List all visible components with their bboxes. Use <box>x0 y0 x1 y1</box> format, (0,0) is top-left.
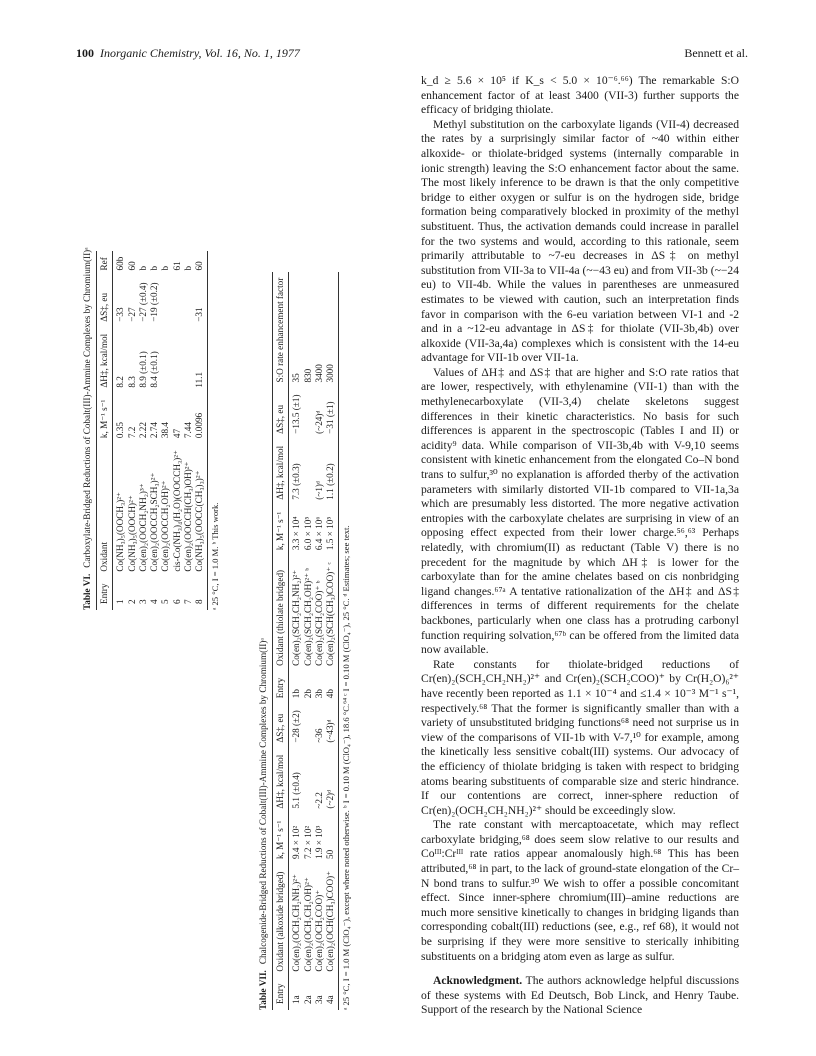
table-vi-cell: Co(en)₂(OOCCH₂SCH₃)²⁺ <box>149 472 160 572</box>
table-vii-cell: 1.1 (±0.2) <box>325 440 339 506</box>
table-vii-grid <box>272 272 339 1010</box>
table-vi-cell: 2.22 <box>137 422 148 439</box>
table-row <box>160 251 171 610</box>
table-vi-cell: 60 <box>126 261 137 271</box>
table-vii-column-header: Oxidant (thiolate bridged) <box>273 556 289 672</box>
page-header <box>76 46 748 64</box>
table-vii-cell: Co(en)₂(OCH(CH₃)COO)⁺ <box>325 865 339 978</box>
table-vii-cell: ~36 <box>313 728 324 743</box>
table-vii-cell: 7.2 × 10² <box>302 825 313 859</box>
table-vii <box>258 277 352 1010</box>
table-vi-column-header: ΔH‡, kcal/mol <box>97 328 113 394</box>
table-vi-cell <box>183 276 194 327</box>
table-vi-cell: −31 <box>194 276 208 327</box>
table-vii-cell: 1b <box>291 689 302 699</box>
table-row <box>303 272 314 1010</box>
table-vi-cell: 2.74 <box>149 422 160 439</box>
table-row <box>314 272 325 1010</box>
table-vi-column-header: ΔS‡, eu <box>97 276 113 327</box>
table-vi-cell: Co(NH₃)₅(OOCH)²⁺ <box>126 495 137 572</box>
table-vii-column-header: Entry <box>273 672 289 704</box>
table-vii-cell: Co(en)₂(SCH₂CH₂OH)²⁺ ᵇ <box>302 567 313 666</box>
table-vii-cell: 9.4 × 10² <box>291 825 302 859</box>
table-vii-cell: (~2)ᵈ <box>325 749 339 815</box>
table-vii-footnote: ᵃ 25 °C, I = 1.0 M (ClO₄⁻), except where noted otherwise. ᵇ I = 0.10 M (ClO₄⁻), 18.6 °C.⁶⁴ ᶜ I = 0.10 M (ClO₄⁻), 25 °C. ᵈ Estimates; see text. <box>341 525 352 1010</box>
table-vii-label: Table VII. <box>258 970 268 1010</box>
table-vii-cell: −28 (±2) <box>291 710 302 743</box>
table-vi-cell: 7.44 <box>182 422 193 439</box>
table-vii-column-header: ΔH‡, kcal/mol <box>273 749 289 815</box>
table-vi-cell: 6 <box>171 599 182 604</box>
table-vii-cell: 7.3 (±0.3) <box>291 463 302 500</box>
table-vi-cell: 8.9 (±0.1) <box>137 351 148 388</box>
table-vii-cell: −13.5 (±1) <box>291 394 302 434</box>
table-vi-cell <box>172 276 183 327</box>
table-vii-cell <box>303 389 314 440</box>
body-paragraph: Values of ΔH‡ and ΔS‡ that are higher and S:O rate ratios that are lower, respectively, with ethylenamine (VII-1) than with the methylenecarboxylate (VII-3,4) chelate skeletons suggest differences in their kinetic characteristics. No basis for such differences is apparent in the spectroscopic (Tables I and II) or acidity⁹ data. While comparison of VII-3b,4b with V-9,10 seems consistent with kinetic enhancement from the elongated Co–N bond trans to sulfur,³⁰ no explanation is afforded therby of the activation parameters with similarly distorted VII-1b compared to VII-1a,3a which are presumably less distorted. The more negative activation entropies with the carboxylate chelates are surprising in view of an opposing effect expected from their lower charge.⁵⁶,⁶³ Perhaps relatedly, with chromium(II) as reductant (Table V) there is no precedent for the magnitude by which ΔH‡ is lower for the carboxylate than for the amine chelates based on cis nonbridging ligand changes.⁶⁷ᵃ A tentative rationalization of the ΔH‡ and ΔS‡ differences in terms of different requirements for the chelate backbones, particularly when one class has a protruding carbonyl function requiring solvation,⁶⁷ᵇ can be offered from the limited data now available. <box>421 365 739 657</box>
table-vi-cell: 61 <box>171 261 182 271</box>
table-vi-cell <box>172 328 183 394</box>
table-vii-cell: Co(en)₂(SCH₂CH₂NH₂)²⁺ <box>291 569 302 666</box>
table-vii-cell: 3400 <box>313 364 324 383</box>
table-vi-footnote: ᵃ 25 °C, I = 1.0 M. ᵇ This work. <box>210 502 221 610</box>
table-vi-cell: 5 <box>160 599 171 604</box>
table-vii-cell <box>303 749 314 815</box>
table-vii-cell: 2b <box>302 689 313 699</box>
acknowledgment <box>421 974 739 1018</box>
body-text-column <box>421 74 739 1018</box>
table-vii-cell: Co(en)₂(OCH₂CH₂NH₂)²⁺ <box>291 874 302 972</box>
table-vii-cell: (~24)ᵈ <box>313 410 324 434</box>
table-vi <box>82 90 221 610</box>
table-vi-cell: 47 <box>171 428 182 439</box>
table-row <box>183 251 194 610</box>
table-vi-cell: 8.4 (±0.1) <box>149 351 160 388</box>
table-vii-cell: 6.0 × 10⁵ <box>302 516 313 551</box>
table-row <box>172 251 183 610</box>
table-vi-cell: 7.2 <box>126 426 137 439</box>
table-row <box>289 272 303 1010</box>
table-vii-cell: 3.3 × 10⁴ <box>291 516 302 551</box>
running-head <box>76 46 300 61</box>
table-vii-cell: 3000 <box>325 272 339 389</box>
table-vi-cell: b <box>160 265 171 271</box>
table-vi-cell: 11.1 <box>194 328 208 394</box>
table-row <box>149 251 160 610</box>
table-vi-cell: 38.4 <box>160 422 171 439</box>
table-vii-column-header: k, M⁻¹ s⁻¹ <box>273 506 289 556</box>
table-row <box>325 272 339 1010</box>
table-vi-cell: 4 <box>149 599 160 604</box>
table-vi-cell: 0.0096 <box>194 394 208 444</box>
table-vi-cell: 8.2 <box>115 376 126 388</box>
table-vi-cell: Co(en)₂(OOCH₂NH₂)³⁺ <box>137 483 148 572</box>
table-vi-column-header: Ref <box>97 251 113 277</box>
table-vii-cell: 4b <box>325 672 339 704</box>
table-vi-cell: 8.3 <box>126 376 137 388</box>
acknowledgment-text: The authors acknowledge helpful discussions of these systems with Ed Deutsch, Bob Linck, and Henry Taube. Support of the research by the National Science <box>421 974 739 1017</box>
table-vi-cell: Co(en)₂(OOCCH₂OH)²⁺ <box>160 480 171 572</box>
table-vii-cell: (~43)ᵈ <box>325 704 339 748</box>
table-vi-cell: b <box>149 265 160 271</box>
table-vii-column-header: ΔH‡, kcal/mol <box>273 440 289 506</box>
table-vii-cell: (~1)ᵈ <box>313 481 324 500</box>
table-vi-cell: −27 (±0.4) <box>137 282 148 322</box>
table-vii-column-header: S:O rate enhancement factor <box>273 272 289 389</box>
table-vi-column-header: k, M⁻¹ s⁻¹ <box>97 394 113 444</box>
table-vii-cell: 3a <box>313 995 324 1004</box>
table-vi-cell: 2 <box>126 599 137 604</box>
table-vi-column-header: Oxidant <box>97 444 113 577</box>
table-vii-column-header: ΔS‡, eu <box>273 389 289 440</box>
body-paragraph: k_d ≥ 5.6 × 10⁵ if K_s < 5.0 × 10⁻⁶.⁶⁶) The remarkable S:O enhancement factor of at least 3400 (VII-3) further supports the efficacy of bridging thiolate. <box>421 74 739 117</box>
body-paragraph: Rate constants for thiolate-bridged reductions of Cr(en)₂(SCH₂CH₂NH₂)²⁺ and Cr(en)₂(SCH₂COO)⁺ by Cr(H₂O)₆²⁺ have recently been reported as 1.1 × 10⁻⁴ and ≤1.4 × 10⁻³ M⁻¹ s⁻¹, respectively.⁶⁸ That the former is significantly smaller than with a variety of unsubstituted bridging functions⁶⁸ need not surprise us in view of the comparisons of VII-1b with V-7,¹⁰ for example, among the kinetically less sensitive cobalt(III) systems. Our advocacy of the efficiency of thiolate bridging is taken with respect to bridging atoms bearing substituents of comparable size and steric hindrance. If our contentions are correct, inner-sphere reduction of Cr(en)₂(OCH₂CH₂NH₂)²⁺ should be exceedingly slow. <box>421 657 739 817</box>
table-row <box>113 251 127 610</box>
table-vii-title: Chalcogenide-Bridged Reductions of Cobalt(III)-Ammine Complexes by Chromium(II)ᵃ <box>258 638 268 965</box>
journal-citation: Inorganic Chemistry, Vol. 16, No. 1, 1977 <box>100 46 300 60</box>
table-vii-cell: 830 <box>302 368 313 383</box>
author-running-head: Bennett et al. <box>684 46 748 60</box>
table-vii-cell: 5.1 (±0.4) <box>291 772 302 809</box>
table-vi-cell: 8 <box>194 578 208 610</box>
table-vi-cell: 1 <box>115 599 126 604</box>
table-vii-cell: 1a <box>291 995 302 1004</box>
table-vi-cell: Co(en)₂(OOCCH(CH₃)OH)²⁺ <box>182 461 193 572</box>
table-vii-cell: 2a <box>302 995 313 1004</box>
table-vi-cell: 60 <box>194 251 208 277</box>
table-vii-cell: ~2.2 <box>313 792 324 809</box>
table-row <box>194 251 208 610</box>
table-vii-cell <box>303 704 314 748</box>
table-vi-label: Table VI. <box>82 573 92 610</box>
table-vi-column-header: Entry <box>97 578 113 610</box>
table-vii-cell: Co(en)₂(OCH₂COO)⁺ <box>313 889 324 972</box>
table-vii-cell: Co(en)₂(OCH₂CH₂OH)²⁺ <box>302 877 313 972</box>
table-vii-cell: 1.9 × 10³ <box>313 825 324 859</box>
table-vi-cell: 0.35 <box>115 422 126 439</box>
table-vii-cell: 50 <box>325 815 339 865</box>
table-vii-cell <box>303 440 314 506</box>
table-vi-cell <box>160 328 171 394</box>
table-vi-cell: cis-Co(NH₃)₄(H₂O)(OOCCH₃)²⁺ <box>171 450 182 572</box>
table-vii-cell: 4a <box>325 978 339 1010</box>
table-vii-column-header: ΔS‡, eu <box>273 704 289 748</box>
table-vii-column-header: k, M⁻¹ s⁻¹ <box>273 815 289 865</box>
table-vi-cell: 7 <box>182 599 193 604</box>
table-vi-grid <box>96 251 208 610</box>
table-vi-cell <box>183 328 194 394</box>
table-vi-cell: b <box>182 265 193 271</box>
table-vi-cell: −19 (±0.2) <box>149 282 160 322</box>
page-number: 100 <box>76 46 94 60</box>
table-vii-cell: 35 <box>291 373 302 383</box>
table-vi-cell: −27 <box>126 307 137 322</box>
table-vi-cell: Co(NH₃)₅(OOCH₃)²⁺ <box>115 492 126 572</box>
table-row <box>138 251 149 610</box>
table-vii-cell: −31 (±1) <box>325 389 339 440</box>
table-vii-cell: 1.5 × 10⁵ <box>325 506 339 556</box>
table-vii-column-header: Oxidant (alkoxide bridged) <box>273 865 289 978</box>
table-vii-cell: Co(en)₂(SCH(CH₃)COO)⁺ ᶜ <box>325 556 339 672</box>
table-vi-cell: −33 <box>115 307 126 322</box>
table-vii-cell: Co(en)₂(SCH₂COO)⁺ ᵇ <box>313 580 324 666</box>
body-paragraph: The rate constant with mercaptoacetate, which may reflect carboxylate bridging,⁶⁸ does seem slow relative to our results and Coᴵᴵᴵ:Crᴵᴵᴵ rate ratios appear anomalously high.⁶⁸ This has been attributed,⁶⁸ in part, to the lack of ground-state elongation of the Cr–N bond trans to sulfur.³⁰ We wish to offer a possible concomitant effect. Since inner-sphere chromium(III)–amine reductions are much more sensitive kinetically to changes in bridging ligands than corresponding cobalt(III) reductions (see, e.g., ref 68), it would not be surprising if they were more sensitive to sterically inhibiting substituents on a bridging atom even as large as sulfur. <box>421 818 739 963</box>
table-vi-caption <box>82 90 93 610</box>
table-row <box>127 251 138 610</box>
table-vii-cell: 3b <box>313 689 324 699</box>
table-vii-cell: 6.4 × 10⁶ <box>313 516 324 551</box>
table-vi-cell <box>160 276 171 327</box>
table-vii-caption <box>258 580 269 1010</box>
table-vi-title: Carboxylate-Bridged Reductions of Cobalt(III)-Ammine Complexes by Chromium(II)ᵃ <box>82 247 92 568</box>
acknowledgment-heading: Acknowledgment. <box>433 974 523 988</box>
table-vii-column-header: Entry <box>273 978 289 1010</box>
body-paragraph: Methyl substitution on the carboxylate ligands (VII-4) decreased the rates by a surprisingly similar factor of ~40 within either alkoxide- or thiolate-bridged systems (internally comparable in ionic strength) leaving the S:O enhancement factor about the same. The most likely inference to be drawn is that the only competitive bridge to either oxygen or sulfur is on the hydrogen side, bridge formation being comparatively blocked in proximity of the methyl substituent. Thus, the activation demands could increase in parallel for the two systems and would, according to this rationale, seem primarily attributable to ~7-eu decreases in ΔS‡ on methyl substitution from VII-3a to VII-4a (~−43 eu) and from VII-3b (~−24 eu) to VII-4b. While the values in parentheses are unmeasured estimates to be viewed with caution, such an interpretation finds favor in comparison with the 6-eu variation between VI-1 and -2 and in a ~12-eu advantage in ΔS‡ for thiolate (VII-3b,4b) over alkoxide (VII-3a,4a) complexes which is consistent with the 14-eu advantage for VII-1b over VII-1a. <box>421 117 739 365</box>
table-vi-cell: 3 <box>137 599 148 604</box>
table-vi-cell: 60b <box>115 256 126 271</box>
table-vi-cell: b <box>137 265 148 271</box>
table-vi-cell: Co(NH₃)₅(OOCC(CH₃)₃)²⁺ <box>194 444 208 577</box>
